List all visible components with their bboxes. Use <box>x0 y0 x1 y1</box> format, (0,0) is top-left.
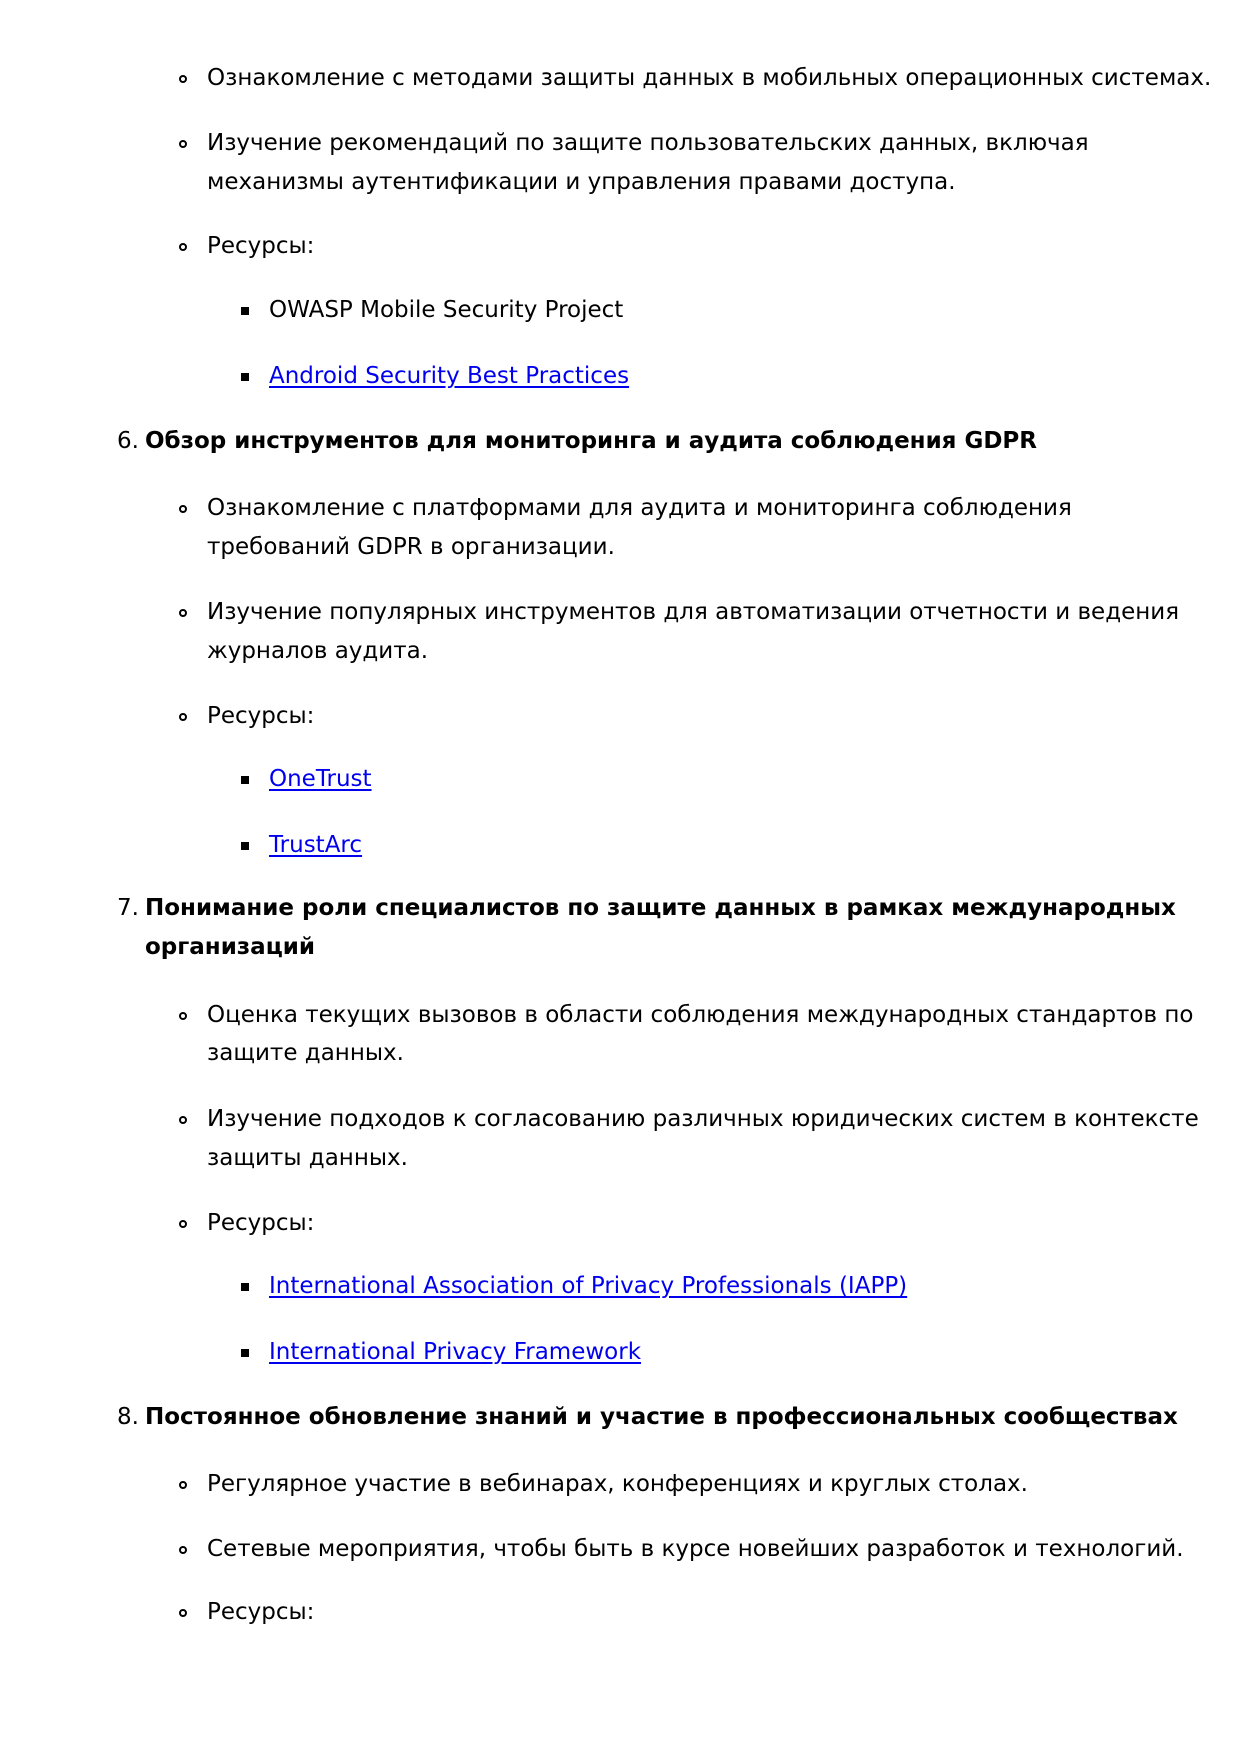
list-item-text: Ознакомление с методами защиты данных в мобильных операционных системах. <box>207 65 1212 91</box>
resource-line <box>269 359 629 393</box>
circle-bullet <box>179 243 187 251</box>
list-item-text: защиты данных. <box>207 1145 408 1171</box>
section-heading: организаций <box>145 934 315 960</box>
resource-text: OWASP Mobile Security Project <box>269 297 624 323</box>
resource-link-trustarc[interactable]: TrustArc <box>269 832 363 858</box>
section-heading: Обзор инструментов для мониторинга и аудита соблюдения GDPR <box>145 428 1037 454</box>
resource-line <box>269 762 372 796</box>
circle-bullet <box>179 1220 187 1228</box>
list-item-text: механизмы аутентификации и управления правами доступа. <box>207 169 956 195</box>
list-item-text: Сетевые мероприятия, чтобы быть в курсе новейших разработок и технологий. <box>207 1536 1184 1562</box>
circle-bullet <box>179 1116 187 1124</box>
list-item-text: требований GDPR в организации. <box>207 534 615 560</box>
list-item-text: Ознакомление с платформами для аудита и мониторинга соблюдения <box>207 495 1072 521</box>
square-bullet <box>241 1349 249 1357</box>
square-bullet <box>241 1283 249 1291</box>
resources-label: Ресурсы: <box>207 703 315 729</box>
circle-bullet <box>179 1609 187 1617</box>
circle-bullet <box>179 75 187 83</box>
square-bullet <box>241 373 249 381</box>
resource-line <box>269 1269 907 1303</box>
list-number: 8. <box>117 1404 139 1430</box>
circle-bullet <box>179 609 187 617</box>
resources-label: Ресурсы: <box>207 1599 315 1625</box>
list-item-text: Регулярное участие в вебинарах, конференциях и круглых столах. <box>207 1471 1028 1497</box>
list-item-text: Изучение популярных инструментов для автоматизации отчетности и ведения <box>207 599 1180 625</box>
list-item-text: защите данных. <box>207 1040 404 1066</box>
resource-link-international-privacy-framework[interactable]: International Privacy Framework <box>269 1339 642 1365</box>
resource-line <box>269 828 362 862</box>
resource-link-onetrust[interactable]: OneTrust <box>269 766 372 792</box>
list-item-text: Изучение подходов к согласованию различных юридических систем в контексте <box>207 1106 1199 1132</box>
list-item-text: журналов аудита. <box>207 638 429 664</box>
resource-line <box>269 1335 641 1369</box>
circle-bullet <box>179 713 187 721</box>
section-heading: Постоянное обновление знаний и участие в профессиональных сообществах <box>145 1404 1178 1430</box>
circle-bullet <box>179 1481 187 1489</box>
circle-bullet <box>179 1012 187 1020</box>
resources-label: Ресурсы: <box>207 233 315 259</box>
section-heading: Понимание роли специалистов по защите данных в рамках международных <box>145 895 1176 921</box>
circle-bullet <box>179 140 187 148</box>
square-bullet <box>241 307 249 315</box>
resources-label: Ресурсы: <box>207 1210 315 1236</box>
list-number: 7. <box>117 895 139 921</box>
square-bullet <box>241 776 249 784</box>
circle-bullet <box>179 1546 187 1554</box>
list-item-text: Оценка текущих вызовов в области соблюдения международных стандартов по <box>207 1002 1194 1028</box>
resource-link-android-security[interactable]: Android Security Best Practices <box>269 363 630 389</box>
list-number: 6. <box>117 428 139 454</box>
square-bullet <box>241 842 249 850</box>
list-item-text: Изучение рекомендаций по защите пользовательских данных, включая <box>207 130 1089 156</box>
resource-link-iapp[interactable]: International Association of Privacy Professionals (IAPP) <box>269 1273 908 1299</box>
circle-bullet <box>179 505 187 513</box>
